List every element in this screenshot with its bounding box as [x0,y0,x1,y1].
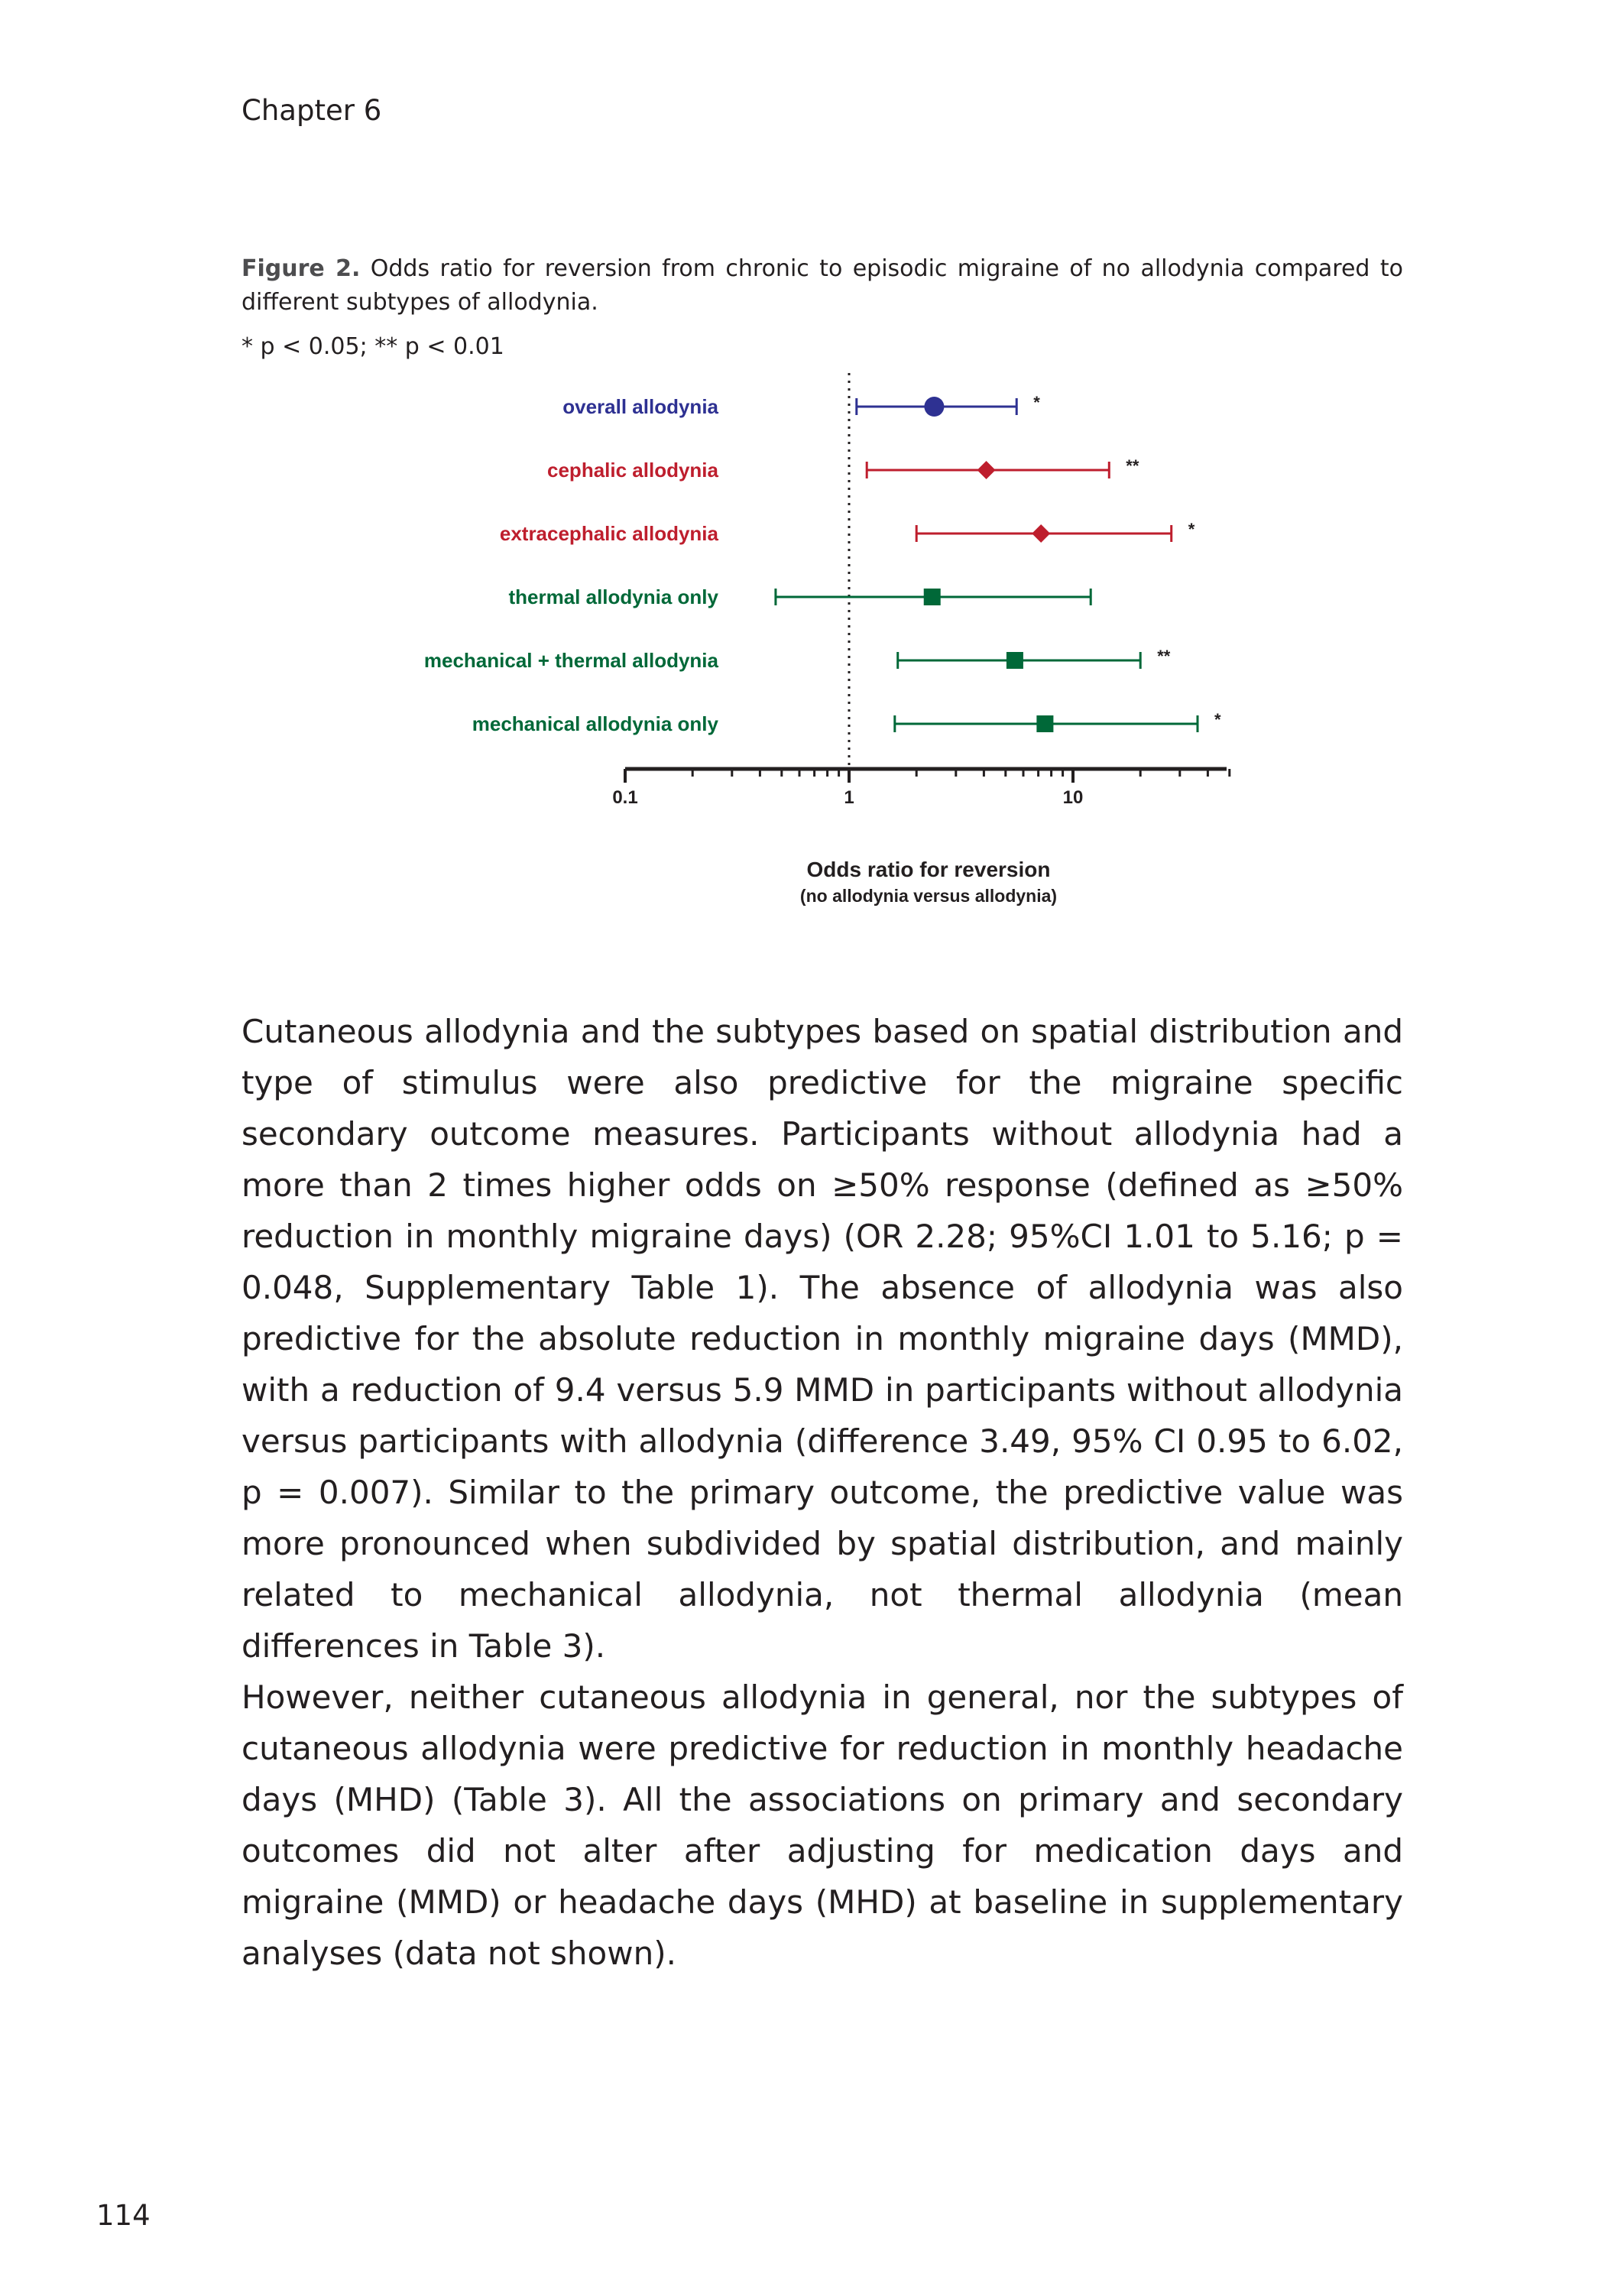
or-point [1006,652,1023,669]
forest-row [562,393,1040,418]
forest-plot [0,0,1624,963]
significance-note: * p < 0.05; ** p < 0.01 [241,333,504,360]
row-label: extracephalic allodynia [499,522,718,545]
figure-caption-text: Odds ratio for reversion from chronic to episodic migraine of no allodynia compared to different subtypes of allodynia. [241,255,1403,316]
significance-mark: * [1214,710,1221,729]
row-label: mechanical allodynia only [472,712,718,735]
body-paragraph-1: Cutaneous allodynia and the subtypes based on spatial distribution and type of stimulus were also predictive for the migraine specific secondary outcome measures. Participants without allodynia had a more than 2 times higher odds on ≥50% response (defined as ≥50% reduction in monthly migraine days) (OR 2.28; 95%CI 1.01 to 5.16; p = 0.048, Supplementary Table 1). The absence of allodynia was also predictive for the absolute reduction in monthly migraine days (MMD), with a reduction of 9.4 versus 5.9 MMD in participants without allodynia versus participants with allodynia (difference 3.49, 95% CI 0.95 to 6.02, p = 0.007). Similar to the primary outcome, the predictive value was more pronounced when subdivided by spatial distribution, and mainly related to mechanical allodynia, not thermal allodynia (mean differences in Table 3). [241,1013,1403,1665]
or-point [1036,715,1053,732]
significance-mark: * [1033,393,1040,412]
figure-label: Figure 2. [241,255,361,282]
or-point [924,589,941,605]
x-axis-title: Odds ratio for reversion [806,858,1051,881]
or-point [924,397,944,417]
forest-plot-rows [424,373,1221,769]
forest-row [547,456,1139,482]
forest-row [472,710,1221,735]
x-axis [612,769,1229,808]
running-head: Chapter 6 [241,94,382,127]
row-label: cephalic allodynia [547,459,718,482]
significance-mark: * [1188,520,1195,539]
x-tick-label: 1 [844,787,854,808]
body-paragraph-2: However, neither cutaneous allodynia in general, nor the subtypes of cutaneous allodynia were predictive for reduction in monthly headache days (MHD) (Table 3). All the associations on primary and secondary outcomes did not alter after adjusting for medication days and migraine (MMD) or headache days (MHD) at baseline in supplementary analyses (data not shown). [241,1678,1403,1972]
forest-row [500,520,1195,545]
or-point [1032,524,1050,543]
row-label: overall allodynia [562,395,718,418]
or-point [977,461,996,479]
row-label: thermal allodynia only [508,585,718,608]
significance-mark: ** [1126,456,1139,475]
page-number: 114 [96,2199,151,2232]
significance-mark: ** [1157,647,1171,666]
row-label: mechanical + thermal allodynia [423,649,718,672]
x-axis-subtitle: (no allodynia versus allodynia) [799,886,1058,906]
body-text [241,1006,1403,1979]
forest-row [508,585,1091,608]
x-tick-label: 0.1 [612,787,638,808]
x-tick-label: 10 [1062,787,1084,808]
forest-row [424,647,1171,672]
